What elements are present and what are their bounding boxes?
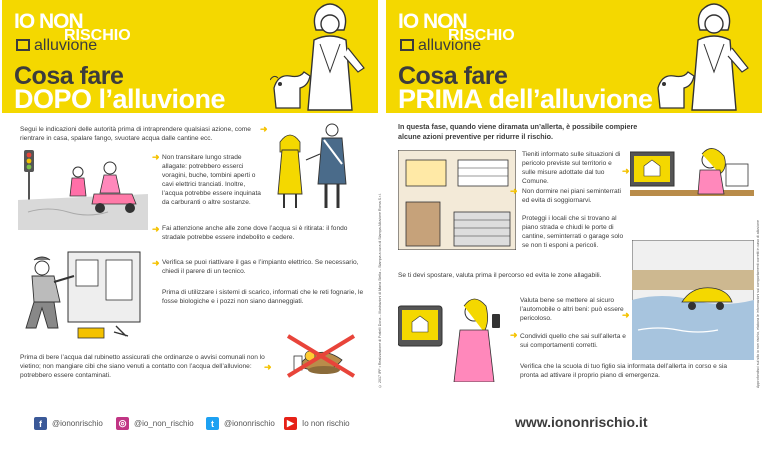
arrow-icon: ➜ — [510, 330, 518, 340]
credits-text: © 2017 IPF • Realizzazione di Fratelli Doria – Illustrazioni di Maria Stella – Stampa a cura di Stampa Alluvione Roma S.r.l. — [378, 193, 382, 388]
side-note-text: Approfondisci sul sito io non rischio, elabora le informazioni sui comportamenti corretti in caso di alluvione — [756, 220, 760, 388]
footer — [0, 392, 764, 452]
intro-text: In questa fase, quando viene diramata un’allerta, è possibile compiere alcune azioni preventive per ridurre il rischio. — [398, 122, 638, 141]
twitter-link[interactable]: t @iononrischio — [206, 417, 275, 430]
io-non-rischio-logo: IO NON RISCHIO alluvione — [398, 10, 515, 54]
paragraph-6: Prima di bere l’acqua dal rubinetto assicurati che ordinanze o avvisi comunali non lo vietino; non mangiare cibi che siano venuti a contatto con l’acqua dell’alluvione: potrebbero essere contaminati. — [20, 354, 265, 379]
paragraph-7: Verifica che la scuola di tuo figlio sia informata dell’allerta in corso e sia pronta ad attivare il proprio piano di emergenza. — [520, 363, 728, 379]
youtube-icon: ▶ — [284, 417, 297, 430]
title-bottom: DOPO l’alluvione — [14, 84, 226, 114]
flooded-road-illustration — [632, 240, 754, 360]
instagram-link[interactable]: ◎ @io_non_rischio — [116, 417, 194, 430]
house-icon — [400, 39, 414, 51]
io-non-rischio-logo: IO NON RISCHIO alluvione — [14, 10, 131, 54]
arrow-icon: ➜ — [510, 186, 518, 196]
woman-at-computer-illustration — [630, 146, 754, 226]
arrow-icon: ➜ — [622, 166, 630, 176]
arrow-icon: ➜ — [260, 124, 268, 134]
street-scene-illustration — [18, 150, 148, 230]
mascot-illustration — [270, 0, 378, 113]
arrow-icon: ➜ — [152, 258, 160, 268]
youtube-link[interactable]: ▶ Io non rischio — [284, 417, 350, 430]
title-top: Cosa fare — [398, 62, 508, 90]
paragraph-2: Non transitare lungo strade allagate: potrebbero esserci voragini, buche, tombini aperti o cavi elettrici tranciati. Inoltre, l’acqua potrebbe essere inquinata da carburanti o altre sostanze. — [162, 154, 261, 206]
paragraph-1: Tieniti informato sulle situazioni di pericolo previste sul territorio e sulle misure adottate dal tuo Comune. — [522, 151, 621, 185]
mascot-illustration — [654, 0, 762, 113]
twitter-icon: t — [206, 417, 219, 430]
house-facade-illustration — [398, 150, 516, 250]
arrow-icon: ➜ — [152, 152, 160, 162]
arrow-icon: ➜ — [264, 362, 272, 372]
paragraph-5: Prima di utilizzare i sistemi di scarico, informati che le reti fognarie, le fosse biologiche e i pozzi non siano danneggiati. — [162, 289, 364, 305]
paragraph-2: Non dormire nei piani seminterrati ed evita di soggiornarvi. — [522, 188, 621, 204]
facebook-icon: f — [34, 417, 47, 430]
instagram-icon: ◎ — [116, 417, 129, 430]
arrow-icon: ➜ — [622, 310, 630, 320]
paragraph-4: Verifica se puoi riattivare il gas e l’impianto elettrico. Se necessario, chiedi il parere di un tecnico. — [162, 259, 359, 275]
after-flood-panel — [2, 0, 378, 391]
paragraph-1: Segui le indicazioni delle autorità prima di intraprendere qualsiasi azione, come rientrare in casa, spalare fango, svuotare acqua dalle cantine ecc. — [20, 126, 251, 142]
paragraph-3: Fai attenzione anche alle zone dove l’acqua si è ritirata: il fondo stradale potrebbe essere indebolito e cedere. — [162, 225, 348, 241]
paragraph-3: Proteggi i locali che si trovano al piano strada e chiudi le porte di cantine, seminterrati o garage solo se non ti esponi a pericoli. — [522, 215, 624, 249]
website-link[interactable]: www.iononrischio.it — [515, 414, 648, 430]
facebook-link[interactable]: f @iononrischio — [34, 417, 103, 430]
officer-and-citizen-illustration — [266, 120, 370, 212]
house-icon — [16, 39, 30, 51]
paragraph-5: Valuta bene se mettere al sicuro l’automobile o altri beni: può essere pericoloso. — [520, 297, 624, 322]
technician-illustration — [18, 246, 144, 342]
woman-with-phone-illustration — [398, 290, 516, 382]
contaminated-food-illustration — [284, 326, 358, 382]
paragraph-6: Condividi quello che sai sull’allerta e sui comportamenti corretti. — [520, 333, 626, 349]
title-bottom: PRIMA dell’alluvione — [398, 84, 653, 114]
title-top: Cosa fare — [14, 62, 124, 90]
arrow-icon: ➜ — [152, 224, 160, 234]
before-flood-panel — [386, 0, 762, 391]
paragraph-4: Se ti devi spostare, valuta prima il percorso ed evita le zone allagabili. — [398, 272, 602, 279]
